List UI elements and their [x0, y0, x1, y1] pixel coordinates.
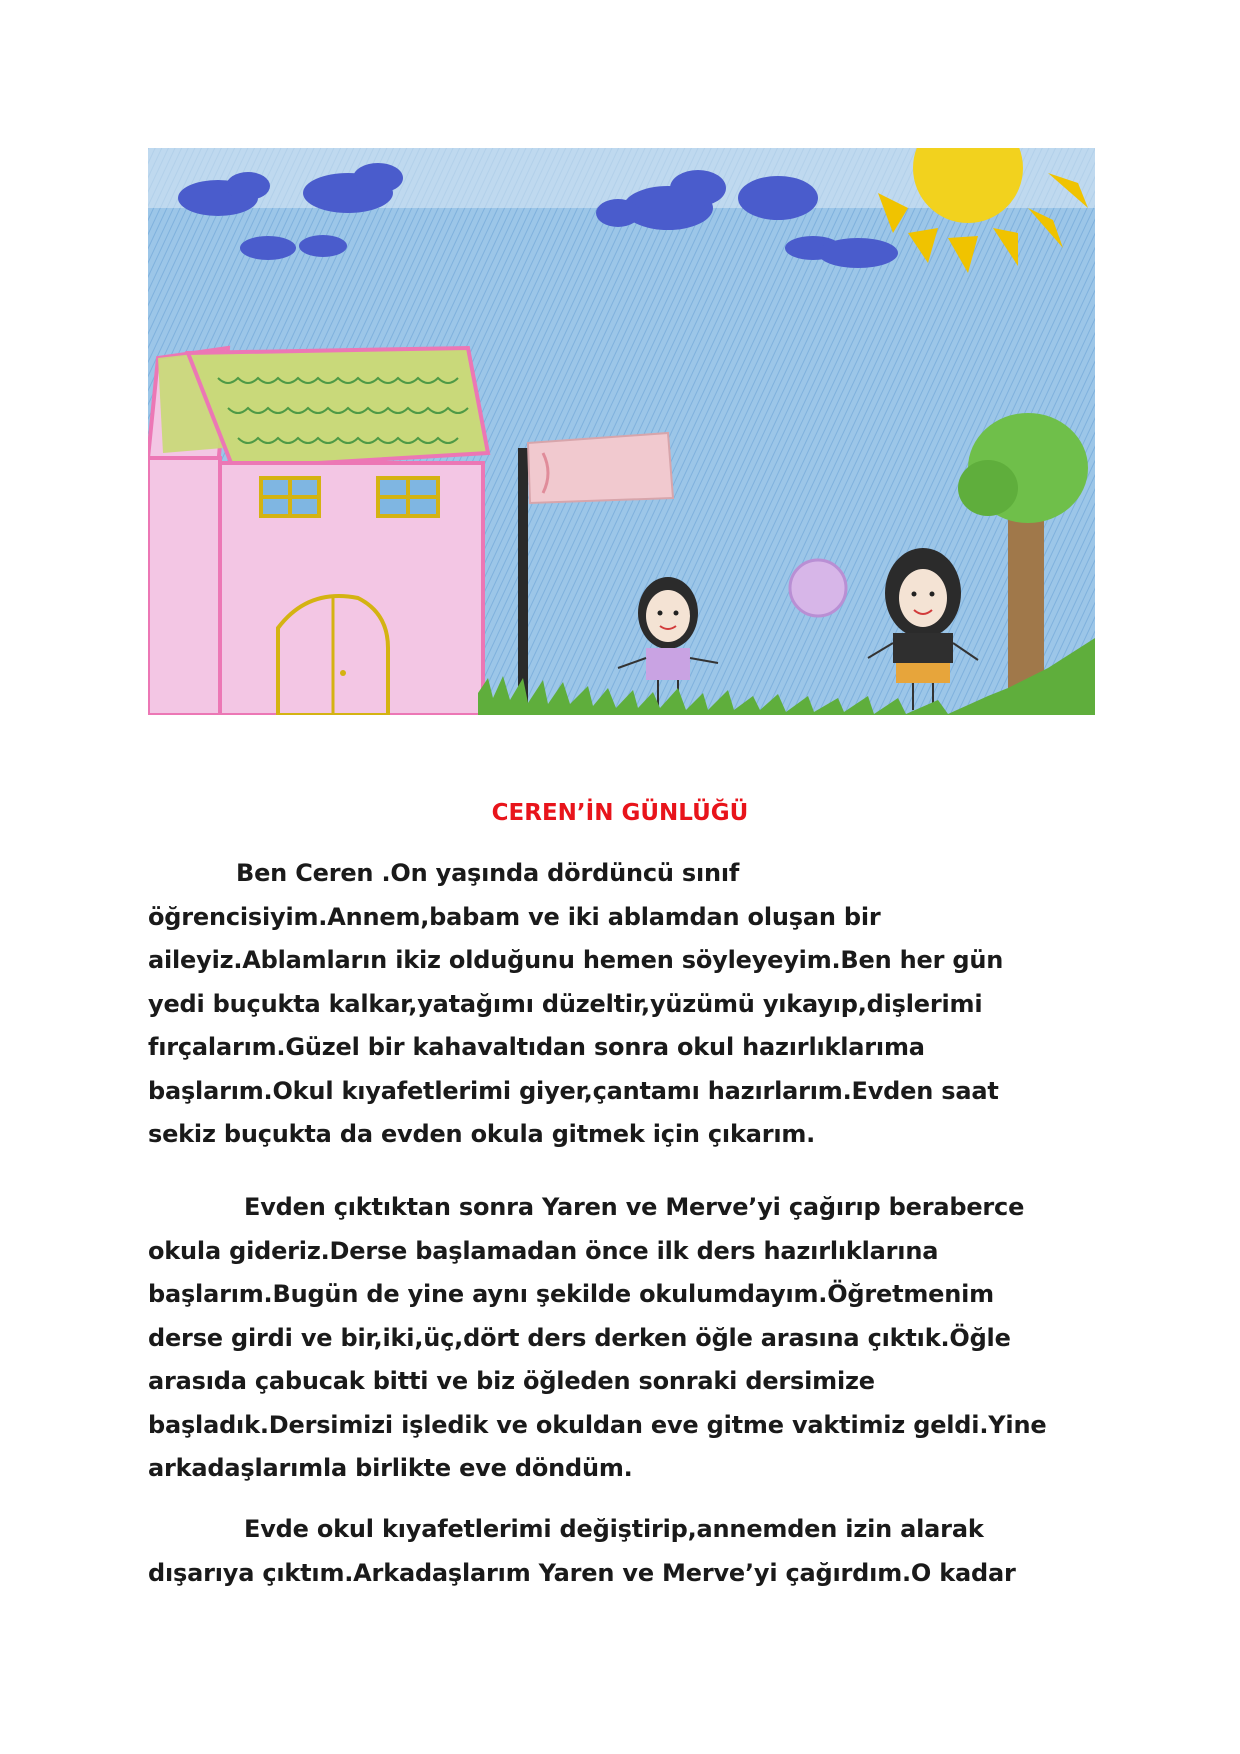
text-line: dışarıya çıktım.Arkadaşlarım Yaren ve Merve’yi çağırdım.O kadar — [148, 1558, 1016, 1587]
text-line: sekiz buçukta da evden okula gitmek için çıkarım. — [148, 1120, 816, 1148]
text-line: yedi buçukta kalkar,yatağımı düzeltir,yüzümü yıkayıp,dişlerimi — [148, 989, 983, 1018]
door — [278, 595, 388, 715]
text-line: başladık.Dersimizi işledik ve okuldan eve gitme vaktimiz geldi.Yine — [148, 1410, 1047, 1439]
ball — [790, 560, 846, 616]
paragraph — [148, 1186, 1108, 1491]
text-line: fırçalarım.Güzel bir kahavaltıdan sonra okul hazırlıklarıma — [148, 1033, 925, 1061]
paragraph — [148, 852, 1108, 1157]
text-line: Ben Ceren .On yaşında dördüncü sınıf — [236, 859, 740, 887]
text-line: Evde okul kıyafetlerimi değiştirip,annemden izin alarak — [244, 1515, 984, 1543]
document-title: CEREN’İN GÜNLÜĞÜ — [491, 800, 749, 826]
text-line: Evden çıktıktan sonra Yaren ve Merve’yi çağırıp beraberce — [244, 1193, 1025, 1221]
text-line: başlarım.Okul kıyafetlerimi giyer,çantamı hazırlarım.Evden saat — [148, 1076, 999, 1105]
crayon-drawing — [148, 148, 1095, 715]
text-line: öğrencisiyim.Annem,babam ve iki ablamdan oluşan bir — [148, 902, 881, 931]
text-line: derse girdi ve bir,iki,üç,dört ders derken öğle arasına çıktık.Öğle — [148, 1323, 1011, 1352]
paragraph — [148, 1508, 1108, 1595]
text-line: arasıda çabucak bitti ve biz öğleden sonraki dersimize — [148, 1367, 875, 1395]
window — [378, 478, 438, 516]
text-line: aileyiz.Ablamların ikiz olduğunu hemen söyleyeyim.Ben her gün — [148, 946, 1004, 974]
text-line: arkadaşlarımla birlikte eve döndüm. — [148, 1454, 633, 1482]
text-line: okula gideriz.Derse başlamadan önce ilk ders hazırlıklarına — [148, 1236, 939, 1265]
window — [261, 478, 319, 516]
text-line: başlarım.Bugün de yine aynı şekilde okulumdayım.Öğretmenim — [148, 1280, 994, 1308]
